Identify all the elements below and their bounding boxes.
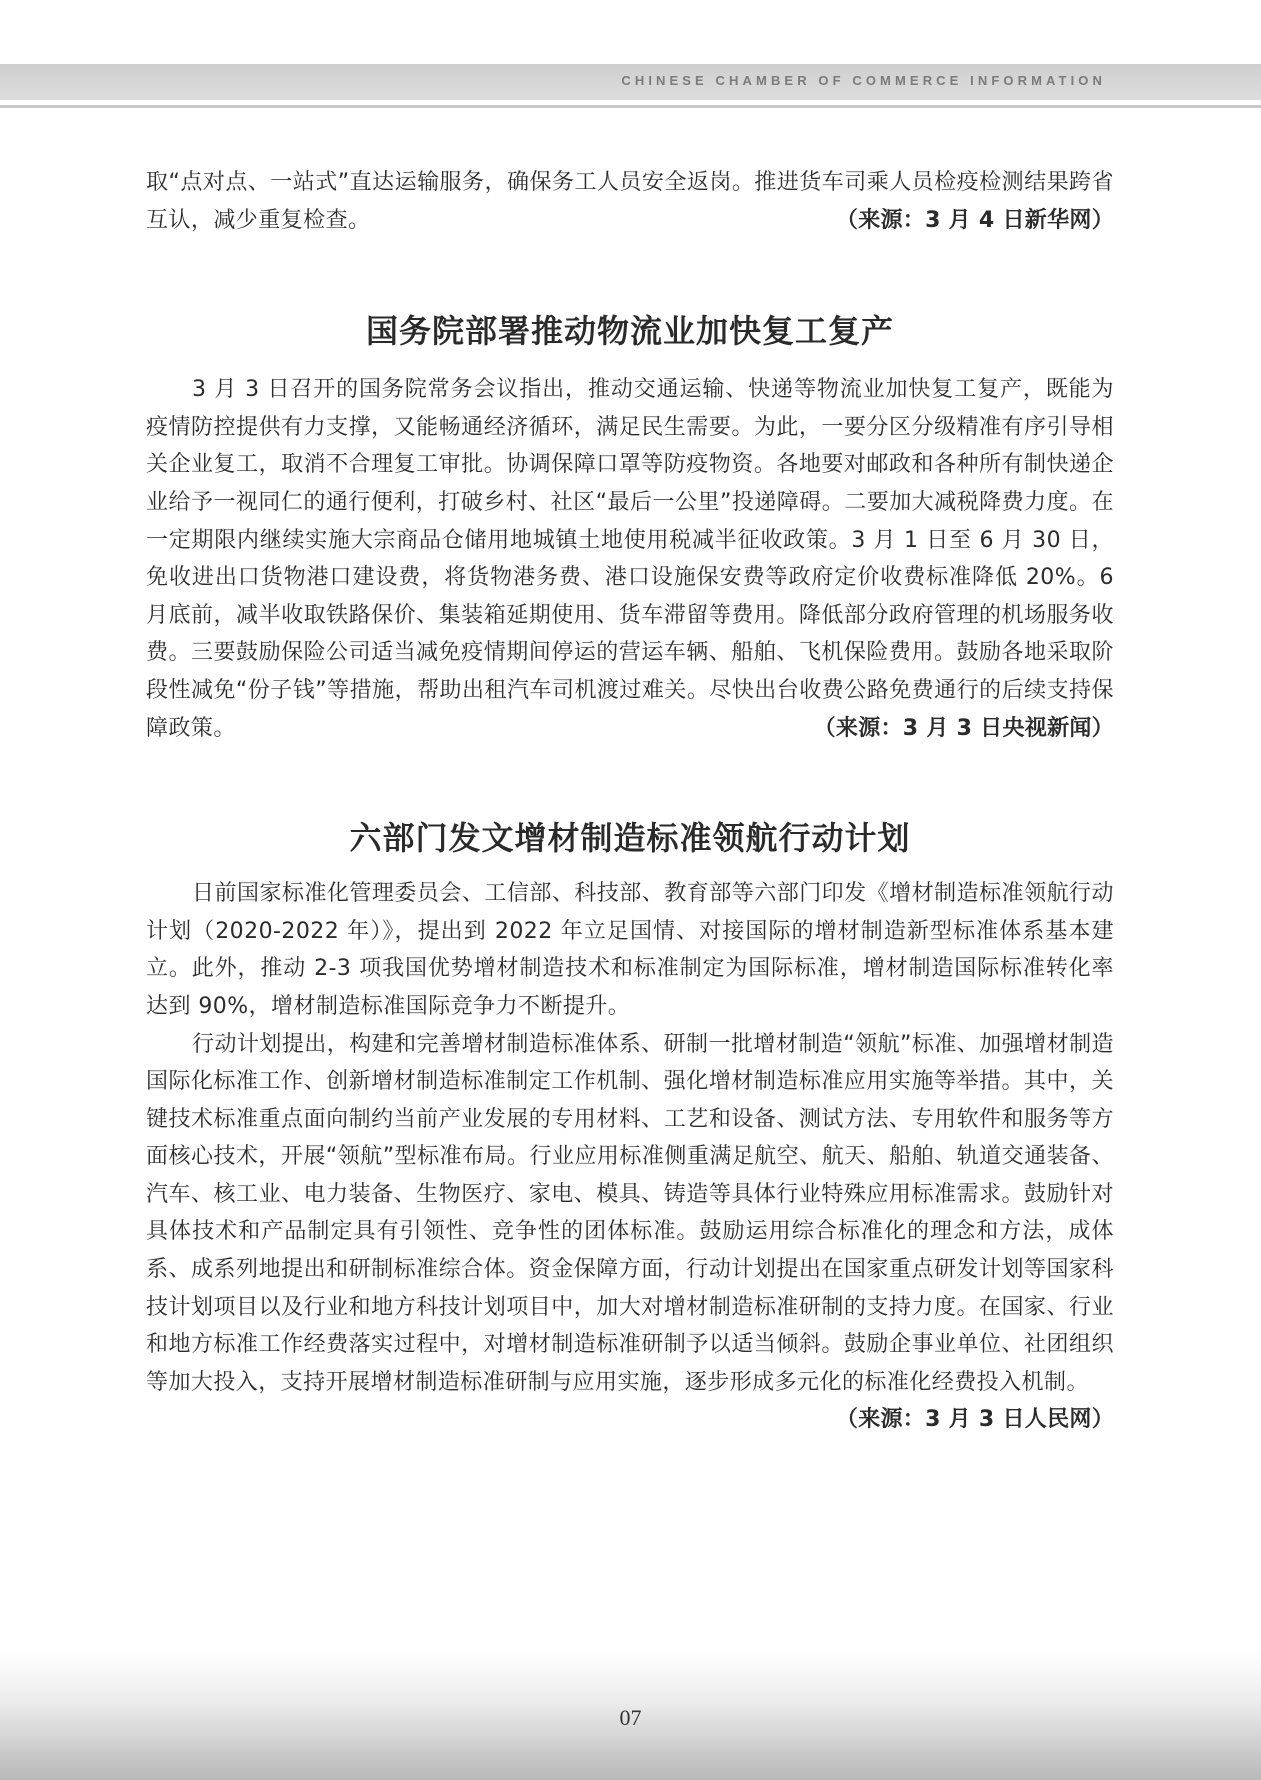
article-additive-manufacturing [146, 817, 1114, 1433]
paragraph [146, 164, 1114, 239]
page-content [146, 164, 1114, 1439]
source-citation: （来源：3 月 3 日央视新闻） [813, 715, 1114, 741]
article-title: 六部门发文增材制造标准领航行动计划 [349, 819, 911, 858]
article-title: 国务院部署推动物流业加快复工复产 [365, 312, 894, 351]
header-divider [0, 105, 1261, 108]
paragraph [146, 371, 1114, 747]
article-continued [146, 164, 1114, 239]
paragraph-text: 行动计划提出，构建和完善增材制造标准体系、研制一批增材制造“领航”标准、加强增材制造国际化标准工作、创新增材制造标准制定工作机制、强化增材制造标准应用实施等举措。其中，关键技术标准重点面向制约当前产业发展的专用材料、工艺和设备、测试方法、专用软件和服务等方面核心技术，开展“领航”型标准布局。行业应用标准侧重满足航空、航天、船舶、轨道交通装备、汽车、核工业、电力装备、生物医疗、家电、模具、铸造等具体行业特殊应用标准需求。鼓励针对具体技术和产品制定具有引领性、竞争性的团体标准。鼓励运用综合标准化的理念和方法，成体系、成系列地提出和研制标准综合体。资金保障方面，行动计划提出在国家重点研发计划等国家科技计划项目以及行业和地方科技计划项目中，加大对增材制造标准研制的支持力度。在国家、行业和地方标准工作经费落实过程中，对增材制造标准研制予以适当倾斜。鼓励企事业单位、社团组织等加大投入，支持开展增材制造标准研制与应用实施，逐步形成多元化的标准化经费投入机制。 [146, 1031, 1114, 1395]
source-citation: （来源：3 月 3 日人民网） [835, 1407, 1114, 1433]
source-citation: （来源：3 月 4 日新华网） [835, 207, 1114, 233]
paragraph [146, 875, 1114, 1025]
paragraph [146, 1026, 1114, 1433]
paragraph-text: 取“点对点、一站式”直达运输服务，确保务工人员安全返岗。推进货车司乘人员检疫检测结果跨省互认，减少重复检查。 [146, 170, 1114, 233]
article-logistics [146, 310, 1114, 747]
page-number: 07 [619, 1705, 642, 1730]
paragraph-text: 3 月 3 日召开的国务院常务会议指出，推动交通运输、快递等物流业加快复工复产，既能为疫情防控提供有力支撑，又能畅通经济循环，满足民生需要。为此，一要分区分级精准有序引导相关企业复工，取消不合理复工审批。协调保障口罩等防疫物资。各地要对邮政和各种所有制快递企业给予一视同仁的通行便利，打破乡村、社区“最后一公里”投递障碍。二要加大减税降费力度。在一定期限内继续实施大宗商品仓储用地城镇土地使用税减半征收政策。3 月 1 日至 6 月 30 日，免收进出口货物港口建设费，将货物港务费、港口设施保安费等政府定价收费标准降低 20%。6 月底前，减半收取铁路保价、集装箱延期使用、货车滞留等费用。降低部分政府管理的机场服务收费。三要鼓励保险公司适当减免疫情期间停运的营运车辆、船舶、飞机保险费用。鼓励各地采取阶段性减免“份子钱”等措施，帮助出租汽车司机渡过难关。尽快出台收费公路免费通行的后续支持保障政策。 [146, 377, 1114, 741]
paragraph-text: 日前国家标准化管理委员会、工信部、科技部、教育部等六部门印发《增材制造标准领航行动计划（2020-2022 年）》，提出到 2022 年立足国情、对接国际的增材制造新型标准体系基本建立。此外，推动 2-3 项我国优势增材制造技术和标准制定为国际标准，增材制造国际标准转化率达到 90%，增材制造标准国际竞争力不断提升。 [146, 881, 1114, 1019]
header-band [0, 64, 1261, 100]
publication-banner-text: CHINESE CHAMBER OF COMMERCE INFORMATION [621, 73, 1106, 88]
